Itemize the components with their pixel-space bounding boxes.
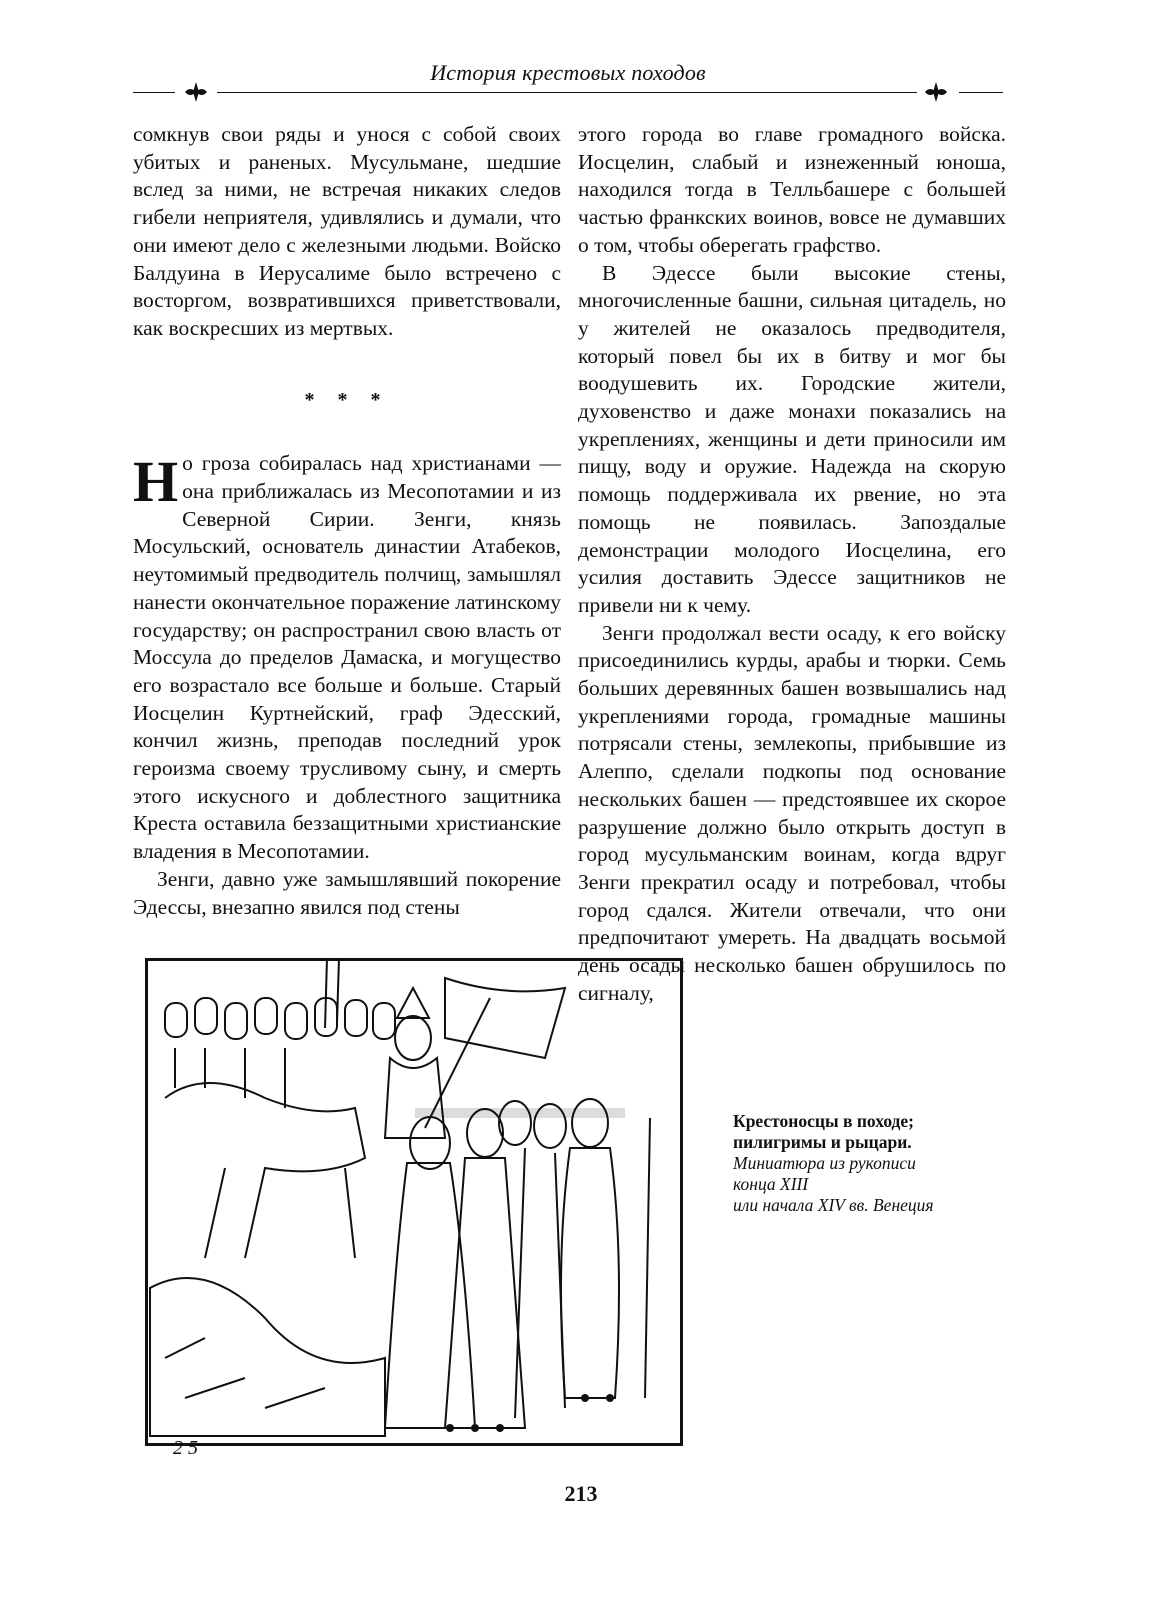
header-rule-left — [133, 92, 175, 93]
caption-text-line: конца XIII — [733, 1174, 809, 1194]
page-header — [133, 58, 1003, 98]
paragraph-with-dropcap — [133, 450, 561, 866]
left-column — [133, 121, 561, 921]
page-number: 213 — [564, 1481, 598, 1506]
ornament-icon — [183, 80, 209, 104]
paragraph: сомкнув свои ряды и унося с собой своих убитых и раненых. Мусульмане, шедшие вслед за ними, не встречая никаких следов гибели неприятеля, удивлялись и думали, что они имеют дело с железными людьми. Войско Балдуина в Иерусалиме было встречено с восторгом, возвратившихся приветствовали, как воскресших из мертвых. — [133, 122, 561, 340]
paragraph: этого города во главе громадного войска. Иосцелин, слабый и изнеженный юноша, находился тогда в Телльбашере с большей частью франкских воинов, вовсе не думавших о том, чтобы оберегать графство. — [578, 122, 1006, 257]
crusaders-miniature-image — [145, 958, 683, 1461]
svg-text:2 5: 2 5 — [173, 1437, 198, 1459]
caption-title-line: Крестоносцы в походе; — [733, 1111, 915, 1131]
caption-text-line: или начала XIV вв. Венеция — [733, 1195, 934, 1215]
running-title: История крестовых походов — [423, 60, 713, 86]
paragraph-text: о гроза собиралась над христианами — она приближалась из Месопотамии и из Северной Сирии. Зенги, князь Мосульский, основатель династии Атабеков, неутомимый предводитель полчищ, замышлял нанести окончательное поражение латинскому государству; он распространил свою власть от Моссула до пределов Дамаска, и могущество его возрастало все больше и больше. Старый Иосцелин Куртнейский, граф Эдесский, кончил жизнь, преподав последний урок героизма своему трусливому сыну, и смерть этого искусного и доблестного защитника Креста оставила беззащитными христианские владения в Месопотамии. — [133, 451, 561, 864]
caption-title-line: пилигримы и рыцари. — [733, 1132, 912, 1152]
miniature-illustration — [145, 958, 683, 1461]
figure-caption — [733, 1111, 1033, 1216]
header-rule-middle — [217, 92, 917, 93]
right-column — [578, 121, 1006, 1008]
paragraph: В Эдессе были высокие стены, многочисленные башни, сильная цитадель, но у жителей не оказалось предводителя, который повел бы их в битву и мог бы воодушевить их. Городские жители, духовенство и даже монахи показались на укреплениях, женщины и дети приносили им пищу, воду и оружие. Надежда на скорую помощь поддерживала их рвение, но эта помощь не появилась. Запоздалые демонстрации молодого Иосцелина, его усилия доставить Эдессе защитников не привели ни к чему. — [578, 260, 1006, 617]
caption-text-line: Миниатюра из рукописи — [733, 1153, 916, 1173]
header-rule-right — [959, 92, 1003, 93]
ornament-icon — [923, 80, 949, 104]
drop-cap: Н — [133, 449, 179, 515]
paragraph: Зенги, давно уже замышлявший покорение Эдессы, внезапно явился под стены — [133, 866, 561, 919]
paragraph: Зенги продолжал вести осаду, к его войску присоединились курды, арабы и тюрки. Семь больших деревянных башен возвышались над укреплениями города, громадные машины потрясали стены, землекопы, прибывшие из Алеппо, сделали подкопы под основание нескольких башен — предстоявшее их скорое разрушение должно было открыть доступ в город мусульманским воинам, когда вдруг Зенги прекратил осаду и потребовал, чтобы город сдался. Жители отвечали, что они предпочитают умереть. На двадцать восьмой день осады несколько башен обрушилось по сигналу, — [578, 620, 1006, 1005]
section-separator: * * * — [304, 388, 390, 411]
